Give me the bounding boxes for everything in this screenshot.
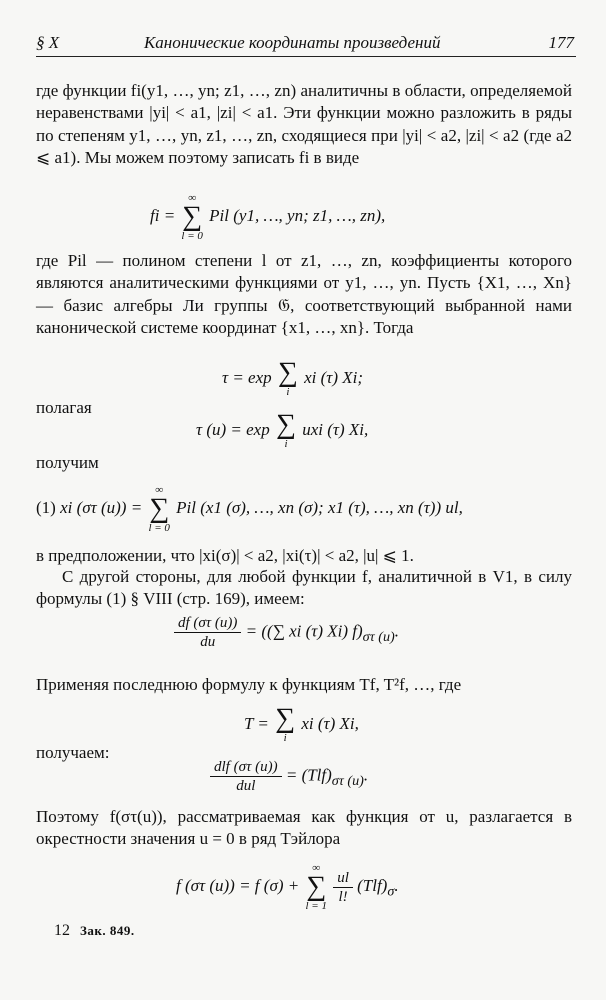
fraction-dlf-dul bbox=[210, 758, 282, 795]
eq-tau-lhs: τ = exp bbox=[222, 367, 272, 387]
equation-f-series bbox=[150, 192, 385, 242]
section-mark: § X bbox=[36, 33, 60, 52]
sum-lower-limit: l = 0 bbox=[148, 522, 170, 534]
equation-df bbox=[174, 614, 399, 651]
paragraph-7: Применяя последнюю формулу к функциям Tf, T²f, …, где bbox=[36, 675, 462, 694]
sum-sign: ∞ ∑ l = 0 bbox=[148, 484, 170, 534]
eq-df-subscript: στ (u) bbox=[362, 628, 395, 645]
equation-number: (1) bbox=[36, 497, 56, 517]
running-title: Канонические координаты произведений bbox=[144, 33, 441, 52]
eq-tau-u-rhs: uxi (τ) Xi, bbox=[302, 419, 369, 439]
sum-lower-limit: i bbox=[284, 438, 288, 450]
eq-T-lhs: T = bbox=[244, 713, 269, 733]
fraction-ul-lfact bbox=[333, 869, 353, 906]
equation-dl bbox=[210, 758, 368, 795]
sum-lower-limit: i bbox=[286, 386, 290, 398]
paragraph-5: в предположении, что |xi(σ)| < a2, |xi(τ)| < a2, |u| ⩽ 1. bbox=[36, 546, 414, 565]
eq-taylor-rhs: (Tlf) bbox=[357, 875, 388, 895]
page-number: 177 bbox=[548, 33, 574, 52]
sum-sign: ∑ i bbox=[275, 409, 296, 450]
eq-dl-subscript: στ (u) bbox=[331, 772, 364, 789]
sum-upper-limit: ∞ bbox=[188, 192, 197, 204]
order-number: Зак. 849. bbox=[80, 923, 135, 938]
sum-sign: ∞ ∑ l = 0 bbox=[181, 192, 203, 242]
eq-tau-rhs: xi (τ) Xi; bbox=[304, 367, 364, 387]
sum-upper-limit: ∞ bbox=[155, 484, 164, 496]
fraction-denominator: dul bbox=[236, 778, 256, 794]
fraction-denominator: du bbox=[200, 634, 216, 650]
eq-T-rhs: xi (τ) Xi, bbox=[301, 713, 359, 733]
paragraph-4: получим bbox=[36, 453, 99, 472]
sum-sign: ∑ i bbox=[277, 357, 298, 398]
paragraph-9: Поэтому f(στ(u)), рассматриваемая как функция от u, разлагается в окрестности значения u = 0 в ряд Тэйлора bbox=[36, 807, 572, 849]
sheet-number: 12 bbox=[54, 922, 70, 939]
fraction-numerator: ul bbox=[333, 869, 353, 888]
fraction-numerator: dlf (στ (u)) bbox=[210, 758, 282, 777]
equation-taylor bbox=[176, 862, 399, 912]
running-header bbox=[36, 30, 576, 57]
paragraph-1: где функции fi(y1, …, yn; z1, …, zn) аналитичны в области, определяемой неравенствами |yi| < a1, |zi| < a1. Эти функции можно разложить в ряды по степеням y1, …, yn, z1, …, zn, сходящиеся при |yi| < a2, |zi| < a2 (где a2 ⩽ a1). Мы можем поэтому записать fi в виде bbox=[36, 81, 572, 168]
sum-upper-limit: ∞ bbox=[312, 862, 321, 874]
eq-f-rhs: Pil (y1, …, yn; z1, …, zn), bbox=[209, 205, 386, 225]
paragraph-2: где Pil — полином степени l от z1, …, zn, коэффициенты которого являются аналитическими функциями от y1, …, yn. Пусть {X1, …, Xn} — базис алгебры Ли группы 𝔊, соответствующий выбранной нами канонической системе координат {x1, …, xn}. Тогда bbox=[36, 251, 572, 338]
equation-tau bbox=[222, 357, 364, 398]
paragraph-8: получаем: bbox=[36, 743, 110, 762]
eq-1-lhs: xi (στ (u)) = bbox=[60, 497, 143, 517]
equation-tau-u bbox=[196, 409, 369, 450]
printer-footer bbox=[54, 920, 135, 942]
eq-taylor-lhs: f (στ (u)) = f (σ) + bbox=[176, 875, 300, 895]
eq-1-rhs: Pil (x1 (σ), …, xn (σ); x1 (τ), …, xn (τ)) ul, bbox=[176, 497, 463, 517]
sum-sign: ∑ i bbox=[275, 703, 296, 744]
fraction-denominator: l! bbox=[338, 888, 348, 905]
sum-lower-limit: i bbox=[283, 732, 287, 744]
eq-taylor-end: . bbox=[394, 875, 399, 895]
eq-dl-rhs: = (Tlf) bbox=[285, 765, 332, 785]
eq-dl-end: . bbox=[363, 765, 369, 785]
fraction-numerator: df (στ (u)) bbox=[174, 614, 241, 633]
equation-T bbox=[244, 703, 359, 744]
eq-f-lhs: fi = bbox=[150, 205, 176, 225]
fraction-df-du bbox=[174, 614, 241, 651]
paragraph-3: полагая bbox=[36, 398, 92, 417]
eq-taylor-subscript: σ bbox=[387, 883, 395, 900]
eq-df-rhs: = ((∑ xi (τ) Xi) f) bbox=[245, 621, 363, 641]
paragraph-6: С другой стороны, для любой функции f, аналитичной в V1, в силу формулы (1) § VIII (стр. 169), имеем: bbox=[36, 567, 572, 609]
sum-lower-limit: l = 1 bbox=[305, 900, 327, 912]
sum-lower-limit: l = 0 bbox=[181, 230, 203, 242]
eq-df-end: . bbox=[394, 621, 400, 641]
equation-1 bbox=[36, 484, 463, 534]
eq-tau-u-lhs: τ (u) = exp bbox=[196, 419, 270, 439]
sum-sign: ∞ ∑ l = 1 bbox=[305, 862, 327, 912]
